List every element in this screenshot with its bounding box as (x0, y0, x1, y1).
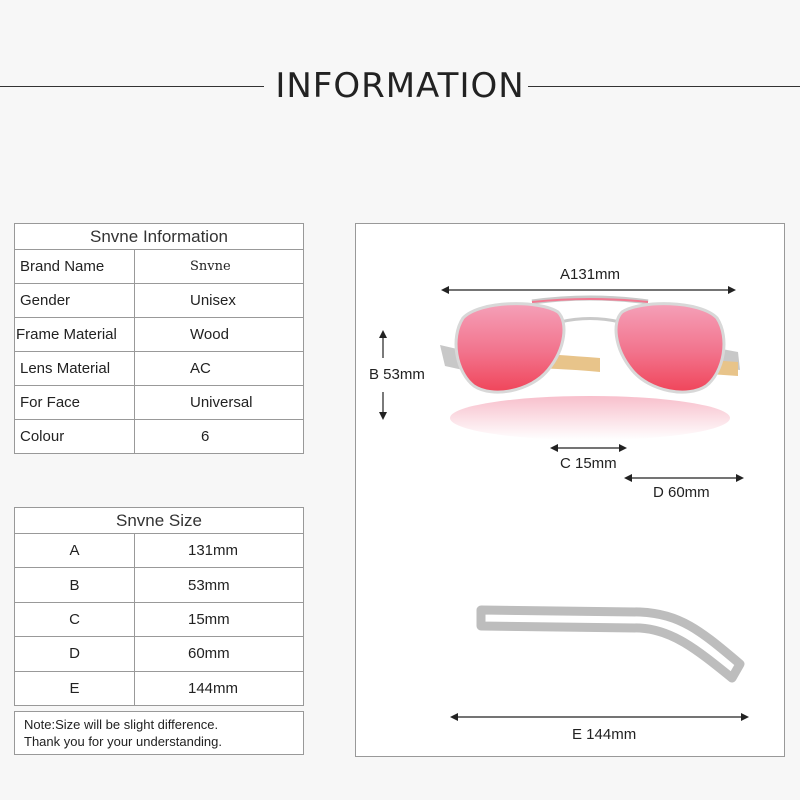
table-row-value: 144mm (135, 671, 304, 705)
table-row-label: Frame Material (15, 318, 135, 352)
table-row-label: Gender (15, 284, 135, 318)
page-title: INFORMATION (275, 66, 525, 106)
size-note-line: Thank you for your understanding. (24, 734, 223, 749)
information-table-title: Snvne Information (15, 224, 304, 250)
table-row-label: B (15, 568, 135, 602)
table-row-value: 60mm (135, 637, 304, 671)
table-row-value: AC (135, 352, 304, 386)
table-row-label: D (15, 637, 135, 671)
dimension-b-label: B 53mm (369, 366, 425, 383)
table-row-value: 6 (135, 420, 304, 454)
table-row-value: 53mm (135, 568, 304, 602)
lens-reflection (450, 396, 730, 440)
dimension-a-label: A131mm (560, 266, 621, 283)
table-row-label: Brand Name (15, 250, 135, 284)
table-row-value: 15mm (135, 602, 304, 636)
table-row-label: For Face (15, 386, 135, 420)
table-row-value: 131mm (135, 534, 304, 568)
dimension-c-label: C 15mm (560, 455, 617, 472)
table-row-value: Unisex (135, 284, 304, 318)
table-row-value: Wood (135, 318, 304, 352)
table-row-label: Colour (15, 420, 135, 454)
table-row-value: Universal (135, 386, 304, 420)
temple-side-view (481, 610, 740, 678)
table-row-label: E (15, 671, 135, 705)
table-row-label: Lens Material (15, 352, 135, 386)
table-row-label: C (15, 602, 135, 636)
dimension-e-label: E 144mm (572, 726, 637, 743)
table-row-label: A (15, 534, 135, 568)
table-row-value: Snvne (135, 250, 304, 284)
dimension-d-label: D 60mm (653, 484, 710, 501)
sunglasses-frame (456, 298, 724, 392)
size-table-title: Snvne Size (15, 508, 304, 534)
size-note-line: Note:Size will be slight difference. (24, 717, 219, 732)
